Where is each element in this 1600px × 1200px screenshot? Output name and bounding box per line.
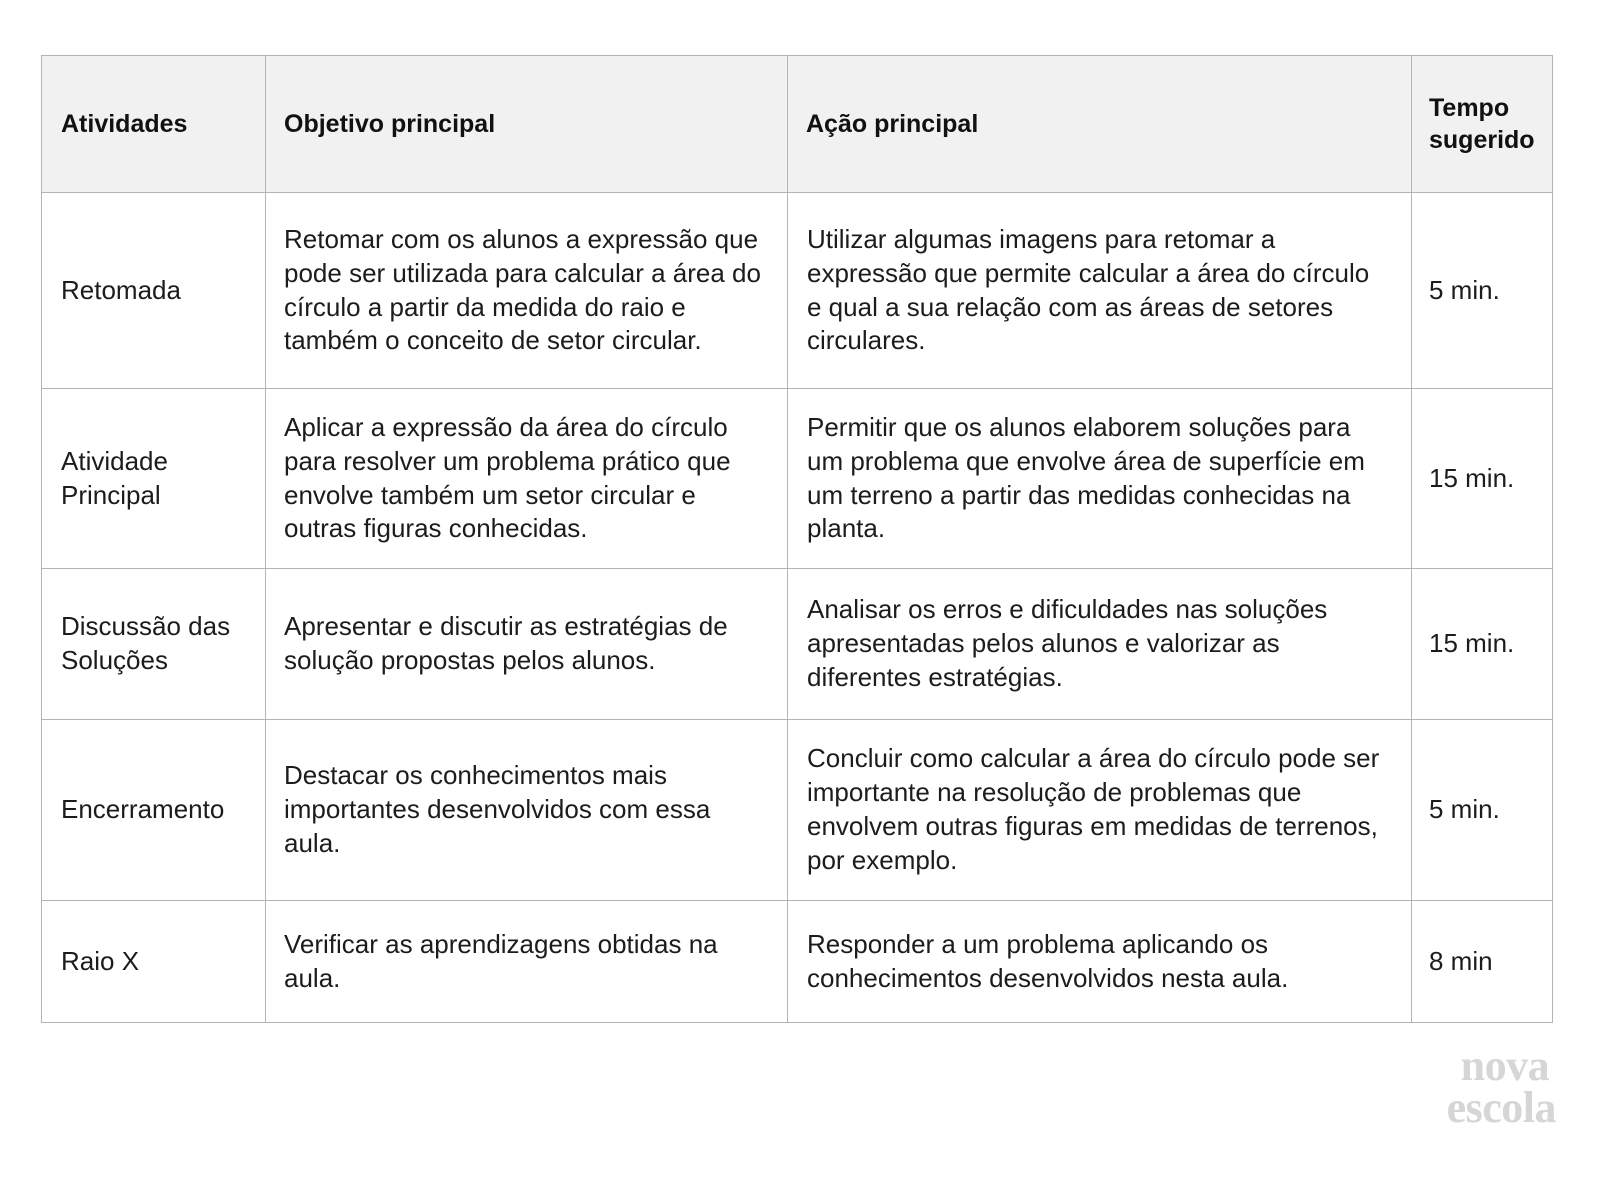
- atividade-label: Discussão das Soluções: [61, 611, 231, 675]
- objetivo-text: Apresentar e discutir as estratégias de solução propostas pelos alunos.: [284, 611, 728, 675]
- tempo-value: 15 min.: [1429, 462, 1515, 493]
- table-header-row: [42, 56, 1553, 193]
- cell-atividade: [42, 193, 266, 389]
- cell-tempo: [1412, 901, 1553, 1023]
- table-row: [42, 193, 1553, 389]
- table-row: [42, 569, 1553, 720]
- activities-table-container: [41, 55, 1552, 1023]
- cell-acao: [788, 569, 1412, 720]
- column-header-acao-principal: Ação principal: [788, 56, 1412, 193]
- column-header-atividades: Atividades: [42, 56, 266, 193]
- cell-acao: [788, 389, 1412, 569]
- cell-atividade: [42, 569, 266, 720]
- logo-line-nova: nova: [1460, 1041, 1550, 1091]
- cell-objetivo: [266, 720, 788, 901]
- cell-atividade: [42, 901, 266, 1023]
- tempo-value: 15 min.: [1429, 628, 1515, 659]
- atividade-label: Atividade Principal: [61, 445, 168, 510]
- cell-acao: [788, 193, 1412, 389]
- column-header-objetivo-principal: Objetivo principal: [266, 56, 788, 193]
- nova-escola-logo: [1446, 1041, 1556, 1132]
- cell-objetivo: [266, 569, 788, 720]
- atividade-label: Encerramento: [61, 794, 225, 825]
- acao-text: Utilizar algumas imagens para retomar a expressão que permite calcular a área do círculo e qual a sua relação com as áreas de setores circulares.: [807, 223, 1370, 356]
- tempo-value: 5 min.: [1429, 794, 1500, 825]
- table-body: [42, 193, 1553, 1023]
- cell-objetivo: [266, 193, 788, 389]
- table-row: [42, 720, 1553, 901]
- objetivo-text: Destacar os conhecimentos mais importantes desenvolvidos com essa aula.: [284, 760, 711, 858]
- atividade-label: Retomada: [61, 274, 181, 305]
- table-row: [42, 389, 1553, 569]
- cell-tempo: [1412, 193, 1553, 389]
- logo-line-escola: escola: [1446, 1082, 1556, 1132]
- column-header-tempo-sugerido: Tempo sugerido: [1412, 56, 1553, 193]
- acao-text: Responder a um problema aplicando os conhecimentos desenvolvidos nesta aula.: [807, 928, 1289, 993]
- objetivo-text: Verificar as aprendizagens obtidas na aula.: [284, 928, 718, 993]
- cell-atividade: [42, 389, 266, 569]
- table-header: [42, 56, 1553, 193]
- table-row: [42, 901, 1553, 1023]
- cell-tempo: [1412, 720, 1553, 901]
- atividade-label: Raio X: [61, 945, 140, 976]
- cell-acao: [788, 901, 1412, 1023]
- activities-table: [41, 55, 1553, 1023]
- cell-atividade: [42, 720, 266, 901]
- cell-tempo: [1412, 389, 1553, 569]
- objetivo-text: Retomar com os alunos a expressão que pode ser utilizada para calcular a área do círculo a partir da medida do raio e também o conceito de setor circular.: [284, 223, 761, 356]
- cell-objetivo: [266, 901, 788, 1023]
- cell-tempo: [1412, 569, 1553, 720]
- objetivo-text: Aplicar a expressão da área do círculo para resolver um problema prático que envolve também um setor circular e outras figuras conhecidas.: [284, 411, 731, 544]
- tempo-value: 5 min.: [1429, 274, 1500, 305]
- cell-objetivo: [266, 389, 788, 569]
- acao-text: Permitir que os alunos elaborem soluções para um problema que envolve área de superfície em um terreno a partir das medidas conhecidas na planta.: [807, 411, 1365, 544]
- cell-acao: [788, 720, 1412, 901]
- tempo-value: 8 min: [1429, 945, 1493, 976]
- acao-text: Analisar os erros e dificuldades nas soluções apresentadas pelos alunos e valorizar as diferentes estratégias.: [807, 594, 1328, 692]
- acao-text: Concluir como calcular a área do círculo pode ser importante na resolução de problemas que envolvem outras figuras em medidas de terrenos, por exemplo.: [807, 743, 1380, 875]
